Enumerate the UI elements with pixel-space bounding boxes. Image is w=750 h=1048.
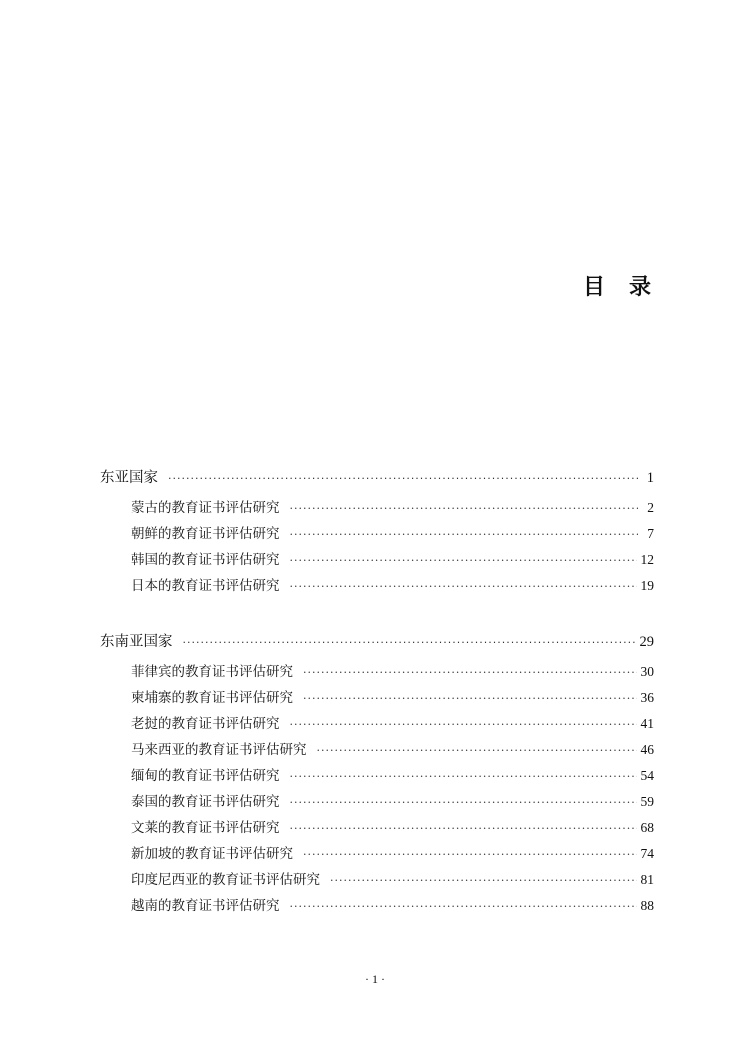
toc-entry[interactable] <box>100 842 654 868</box>
dot-leader <box>290 796 637 809</box>
toc-entry[interactable] <box>100 496 654 522</box>
toc-entry-label: 缅甸的教育证书评估研究 <box>131 768 280 784</box>
toc-page-number: 41 <box>640 716 654 731</box>
dot-leader <box>290 554 637 567</box>
title-char-1: 目 <box>583 275 606 300</box>
toc-entry-label: 日本的教育证书评估研究 <box>131 578 280 594</box>
toc-entry-label: 柬埔寨的教育证书评估研究 <box>131 690 293 706</box>
dot-leader <box>290 502 639 515</box>
toc-entry-label: 韩国的教育证书评估研究 <box>131 552 280 568</box>
page-number-footer: · 1 · <box>365 972 385 986</box>
toc-entry[interactable] <box>100 816 654 842</box>
toc-entry[interactable] <box>100 712 654 738</box>
toc-entry[interactable] <box>100 764 654 790</box>
dot-leader <box>290 770 637 783</box>
toc-page-number: 46 <box>640 742 654 757</box>
dot-leader <box>290 580 637 593</box>
toc-entry-label: 泰国的教育证书评估研究 <box>131 794 280 810</box>
toc-entry[interactable] <box>100 738 654 764</box>
toc-entry[interactable] <box>100 548 654 574</box>
toc-entry-label: 印度尼西亚的教育证书评估研究 <box>131 872 320 888</box>
dot-leader <box>290 718 637 731</box>
toc-entry-label: 蒙古的教育证书评估研究 <box>131 500 280 516</box>
toc-page-number: 88 <box>640 898 654 913</box>
dot-leader <box>290 900 637 913</box>
toc-page-number: 68 <box>640 820 654 835</box>
toc-entry-label: 文莱的教育证书评估研究 <box>131 820 280 836</box>
toc-page-number: 30 <box>640 664 654 679</box>
toc-entry-label: 朝鲜的教育证书评估研究 <box>131 526 280 542</box>
toc-page-number: 81 <box>640 872 654 887</box>
toc-section-heading[interactable] <box>100 630 654 660</box>
toc-page-number: 74 <box>640 846 654 861</box>
toc-section-heading[interactable] <box>100 466 654 496</box>
toc-entry-label: 老挝的教育证书评估研究 <box>131 716 280 732</box>
dot-leader <box>330 874 637 887</box>
toc-page-number: 29 <box>639 634 654 650</box>
toc-page-number: 54 <box>640 768 654 783</box>
dot-leader <box>303 848 637 861</box>
toc-heading-label: 东南亚国家 <box>100 634 173 650</box>
toc-entry-label: 马来西亚的教育证书评估研究 <box>131 742 307 758</box>
dot-leader <box>303 666 637 679</box>
toc-section-southeast-asia <box>100 630 654 920</box>
dot-leader <box>183 636 636 649</box>
toc-page-number: 59 <box>640 794 654 809</box>
toc-entry[interactable] <box>100 790 654 816</box>
toc-page-number: 12 <box>640 552 654 567</box>
toc-entry-label: 新加坡的教育证书评估研究 <box>131 846 293 862</box>
dot-leader <box>303 692 637 705</box>
toc-entry-label: 菲律宾的教育证书评估研究 <box>131 664 293 680</box>
toc-entry[interactable] <box>100 894 654 920</box>
toc-entry[interactable] <box>100 660 654 686</box>
toc-page-number: 36 <box>640 690 654 705</box>
toc-page-number: 1 <box>646 470 654 486</box>
toc-page-number: 2 <box>647 500 654 515</box>
toc-entry[interactable] <box>100 686 654 712</box>
toc-page-number: 19 <box>640 578 654 593</box>
toc-section-east-asia <box>100 466 654 600</box>
dot-leader <box>168 472 638 485</box>
toc-page-number: 7 <box>647 526 654 541</box>
toc-entry[interactable] <box>100 868 654 894</box>
toc-entry-label: 越南的教育证书评估研究 <box>131 898 280 914</box>
dot-leader <box>290 822 637 835</box>
dot-leader <box>290 528 639 541</box>
title-char-2: 录 <box>629 275 652 300</box>
toc-heading-label: 东亚国家 <box>100 470 158 486</box>
toc-entry[interactable] <box>100 574 654 600</box>
page-title <box>560 270 655 306</box>
toc-entry[interactable] <box>100 522 654 548</box>
dot-leader <box>317 744 637 757</box>
